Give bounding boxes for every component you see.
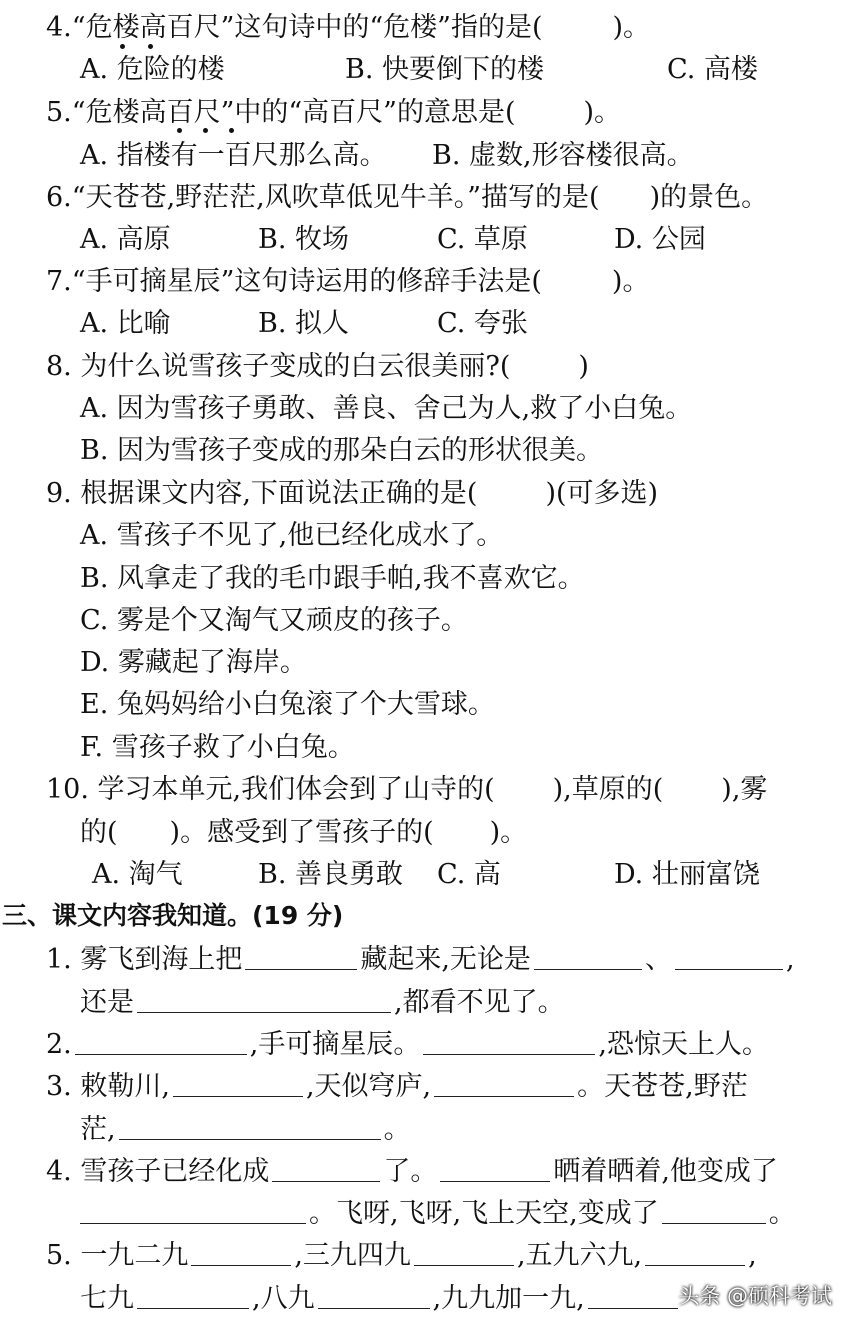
f5-part4: , — [748, 1240, 757, 1271]
blank[interactable] — [75, 1054, 247, 1055]
f2-part2: ,手可摘星辰。 — [249, 1029, 421, 1060]
q9-end: )(可多选) — [545, 478, 659, 509]
f1-part5: 还是 — [80, 987, 134, 1018]
q8-option-b: B. 因为雪孩子变成的那朵白云的形状很美。 — [80, 435, 604, 466]
f5-part1: 5. 一九二九 — [46, 1240, 189, 1271]
blank[interactable] — [80, 1223, 306, 1224]
blank[interactable] — [414, 1265, 514, 1266]
blank[interactable] — [534, 969, 642, 970]
blank[interactable] — [173, 1096, 303, 1097]
q10-option-d: D. 壮丽富饶 — [614, 859, 760, 890]
f2-part1: 2. — [46, 1029, 72, 1060]
q8-option-a: A. 因为雪孩子勇敢、善良、舍己为人,救了小白兔。 — [80, 393, 693, 424]
q9-stem: 9. 根据课文内容,下面说法正确的是( — [46, 478, 478, 509]
q6-stem: 6.“天苍苍,野茫茫,风吹草低见牛羊。”描写的是( — [46, 182, 600, 213]
emphasis-dot — [148, 44, 153, 49]
f3-part3: 。天苍苍,野茫 — [577, 1071, 748, 1102]
question-10 — [46, 772, 767, 808]
f4-part1: 4. 雪孩子已经化成 — [46, 1156, 270, 1187]
f3-part2: ,天似穹庐, — [305, 1071, 432, 1102]
q6-option-c: C. 草原 — [437, 224, 528, 255]
blank[interactable] — [645, 1265, 745, 1266]
fill-3 — [46, 1069, 748, 1105]
q7-option-c: C. 夸张 — [437, 308, 528, 339]
blank[interactable] — [119, 1139, 381, 1140]
f3-part5: 。 — [383, 1114, 411, 1145]
q9-option-d: D. 雾藏起了海岸。 — [80, 647, 307, 678]
emphasis-dot — [203, 128, 208, 133]
q5-stem: 5.“危楼高百尺”中的“高百尺”的意思是( — [46, 97, 516, 128]
fill-3-cont — [80, 1112, 411, 1148]
q7-option-a: A. 比喻 — [80, 308, 171, 339]
q9-option-e: E. 兔妈妈给小白兔滚了个大雪球。 — [80, 689, 495, 720]
blank[interactable] — [318, 1308, 430, 1309]
q10-part4: 的( — [80, 817, 118, 848]
blank[interactable] — [662, 1223, 766, 1224]
fill-4 — [46, 1154, 778, 1190]
q4-stem: 4.“危楼高百尺”这句诗中的“危楼”指的是( — [46, 12, 543, 43]
blank[interactable] — [137, 1308, 249, 1309]
f3-part4: 茫, — [80, 1114, 116, 1145]
question-9 — [46, 476, 658, 512]
q7-option-b: B. 拟人 — [258, 308, 350, 339]
f1-part2: 藏起来,无论是 — [360, 944, 531, 975]
section-title: 三、课文内容我知道。(19 分) — [2, 901, 344, 930]
f5-part7: ,九九加一九, — [432, 1283, 585, 1314]
q6-end: )的景色。 — [649, 182, 769, 213]
blank[interactable] — [245, 969, 357, 970]
q6-option-b: B. 牧场 — [258, 224, 350, 255]
f5-part3: ,五九六九, — [516, 1240, 643, 1271]
q10-option-a: A. 淘气 — [92, 859, 183, 890]
q7-end: )。 — [611, 266, 650, 297]
q4-option-c: C. 高楼 — [667, 54, 758, 85]
q8-stem: 8. 为什么说雪孩子变成的白云很美丽?( — [46, 351, 511, 382]
q6-option-d: D. 公园 — [614, 224, 706, 255]
fill-1 — [46, 942, 795, 978]
f1-part1: 1. 雾飞到海上把 — [46, 944, 243, 975]
q4-option-b: B. 快要倒下的楼 — [345, 54, 545, 85]
f5-part6: ,八九 — [252, 1283, 315, 1314]
blank[interactable] — [675, 969, 783, 970]
blank[interactable] — [434, 1096, 574, 1097]
f4-part2: 了。 — [383, 1156, 438, 1187]
q9-option-f: F. 雪孩子救了小白兔。 — [80, 732, 355, 763]
q10-part2: ),草原的( — [552, 774, 664, 805]
f5-part5: 七九 — [80, 1283, 134, 1314]
q5-end: )。 — [583, 97, 622, 128]
blank[interactable] — [440, 1181, 550, 1182]
q4-end: )。 — [612, 12, 651, 43]
q8-end: ) — [578, 351, 589, 382]
question-6 — [46, 180, 768, 216]
q10-option-c: C. 高 — [437, 859, 501, 890]
question-4 — [46, 10, 650, 46]
q5-option-b: B. 虚数,形容楼很高。 — [432, 140, 694, 171]
blank[interactable] — [588, 1308, 678, 1309]
f4-part3: 晒着晒着,他变成了 — [553, 1156, 778, 1187]
q10-part3: ),雾 — [721, 774, 768, 805]
f1-part3: 、 — [644, 944, 672, 975]
emphasis-dot — [177, 128, 182, 133]
f2-part3: ,恐惊天上人。 — [598, 1029, 769, 1060]
blank[interactable] — [272, 1181, 380, 1182]
blank[interactable] — [137, 1012, 391, 1013]
q4-option-a: A. 危险的楼 — [80, 54, 225, 85]
f3-part1: 3. 敕勒川, — [46, 1071, 170, 1102]
q9-option-a: A. 雪孩子不见了,他已经化成水了。 — [80, 520, 504, 551]
question-5 — [46, 95, 621, 131]
emphasis-dot — [120, 44, 125, 49]
f5-part2: ,三九四九 — [294, 1240, 411, 1271]
q10-part1: 10. 学习本单元,我们体会到了山寺的( — [46, 774, 495, 805]
q9-option-b: B. 风拿走了我的毛巾跟手帕,我不喜欢它。 — [80, 563, 585, 594]
q5-option-a: A. 指楼有一百尺那么高。 — [80, 140, 387, 171]
q7-stem: 7.“手可摘星辰”这句诗运用的修辞手法是( — [46, 266, 542, 297]
q10-option-b: B. 善良勇敢 — [258, 859, 404, 890]
question-8 — [46, 349, 589, 385]
fill-5-cont — [80, 1281, 681, 1317]
f4-part5: 。 — [768, 1198, 796, 1229]
fill-5 — [46, 1238, 757, 1274]
q6-option-a: A. 高原 — [80, 224, 171, 255]
q10-part6: )。 — [489, 817, 528, 848]
f1-part6: ,都看不见了。 — [394, 987, 565, 1018]
question-10-cont — [80, 815, 527, 851]
fill-4-cont — [80, 1196, 796, 1232]
blank[interactable] — [191, 1265, 291, 1266]
fill-2 — [46, 1027, 769, 1063]
question-7 — [46, 264, 649, 300]
f1-part4: , — [785, 944, 795, 975]
emphasis-dot — [229, 128, 234, 133]
q10-part5: )。感受到了雪孩子的( — [169, 817, 434, 848]
blank[interactable] — [423, 1054, 595, 1055]
f4-part4: 。飞呀,飞呀,飞上天空,变成了 — [309, 1198, 659, 1229]
fill-1-cont — [80, 985, 565, 1021]
watermark: 头条 @硕科考试 — [678, 1284, 832, 1308]
q9-option-c: C. 雾是个又淘气又顽皮的孩子。 — [80, 605, 468, 636]
